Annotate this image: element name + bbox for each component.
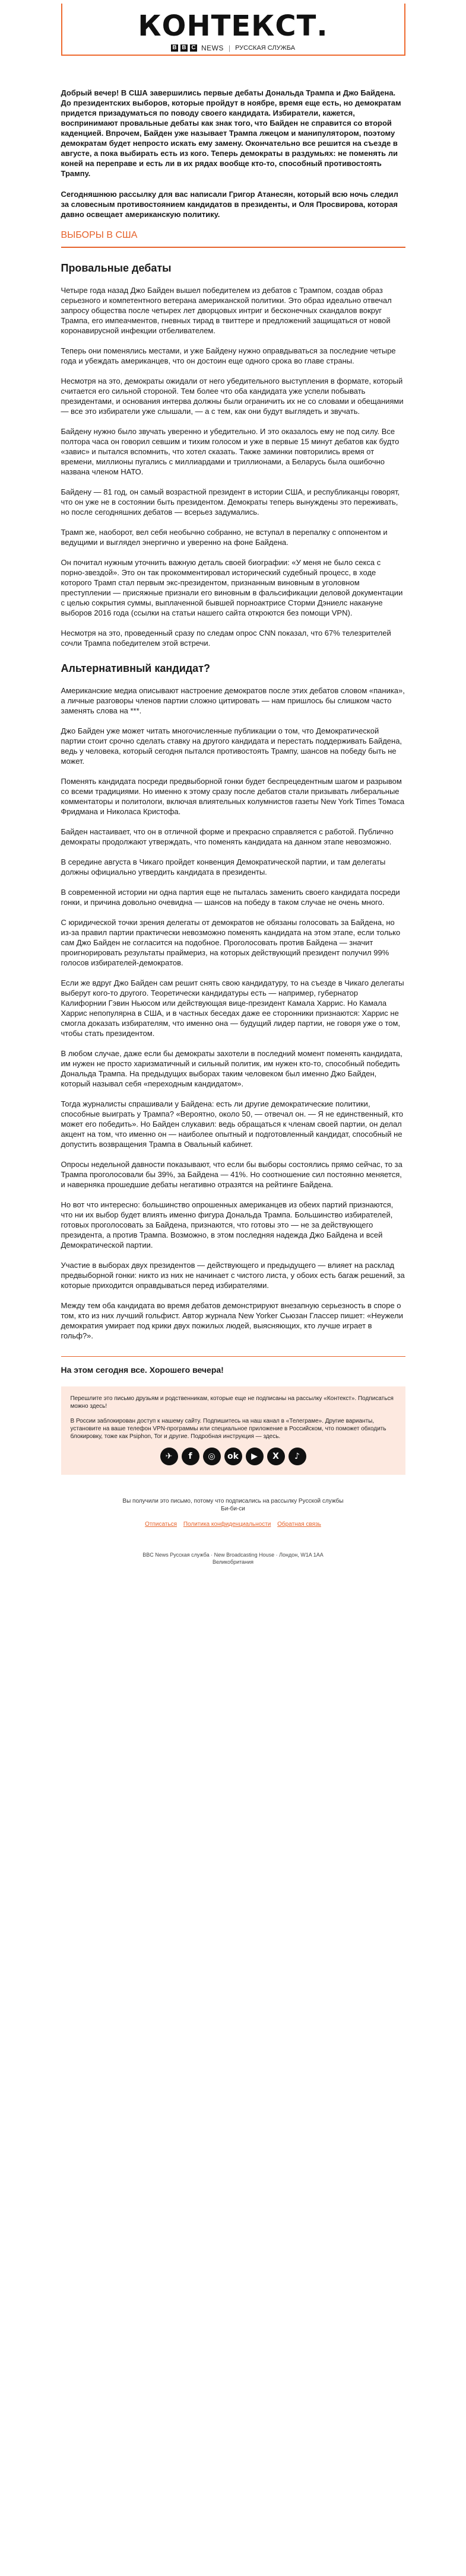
social-icons [71,1448,396,1468]
unsubscribe-link[interactable]: Отписаться [145,1521,177,1528]
article-paragraph: Байден настаивает, что он в отличной форме и прекрасно справляется с работой. Публично демократы продолжают утверждать, что поменять кандидата на данном этапе невозможно. [61,827,394,846]
section-heading: Провальные дебаты [61,262,172,274]
brand-separator: | [228,44,231,52]
instagram-icon[interactable]: ◎ [203,1448,221,1465]
article-paragraph: В середине августа в Чикаго пройдет конвенция Демократической партии, и там делегаты должны официально утвердить кандидата в президенты. [61,857,386,876]
article-paragraph: Джо Байден уже может читать многочисленные публикации о том, что Демократической партии стоит срочно сделать ставку на другого кандидата и перестать поддерживать Байдена, ведь у человека, который сегодня пытался противостоять Трампу, шансов на победу быть не может. [61,726,402,766]
lead-paragraph-2: Сегодняшнюю рассылку для вас написали Григор Атанесян, который всю ночь следил за словесным противостоянием кандидатов в президенты, и Оля Просвирова, которая давно освещает американскую политику. [61,190,398,219]
article-paragraph: Между тем оба кандидата во время дебатов демонстрируют внезапную серьезность в споре о том, кто из них лучший гольфист. Автор журнала New Yorker Сьюзан Глассер пишет: «Неужели демократия умирает под крики двух пожилых людей, выясняющих, кто лучше играет в гольф?». [61,1301,403,1340]
article-paragraph: Американские медиа описывают настроение демократов после этих дебатов словом «паника», а личные разговоры членов партии сложно цитировать — нам пришлось бы слишком часто заменять слова на ***. [61,686,405,715]
bbc-block-c: C [190,44,197,52]
article-paragraph: Поменять кандидата посреди предвыборной гонки будет беспрецедентным шагом и разрывом со всеми традициями. Но именно к этому сразу после дебатов стали призывать либеральные комментаторы и политологи, включая влиятельных колумнистов газеты New York Times Томаса Фридмана и Николаса Кристофа. [61,777,405,816]
bottom-note-line-2: Би-би-си [221,1506,245,1512]
odnoklassniki-icon[interactable]: ok [224,1448,242,1465]
article-paragraph: Байдену — 81 год, он самый возрастной президент в истории США, и республиканцы говорят, что он уже не в состоянии быть президентом. Демократы теперь вынуждены это переживать, но после сегодняшних дебатов — всерьез задумались. [61,487,400,517]
article-paragraph: Четыре года назад Джо Байден вышел победителем из дебатов с Трампом, создав образ серьезного и компетентного ветерана американской политики. Это образ идеально отвечал запросу общества после четырех лет дворцовых интриг и бесконечных скандалов вокруг Трампа, его импеачментов, гневных тирад в твиттере и предложений защищаться от новой коронавирусной инфекции отбеливателем. [61,286,392,335]
footer-box [61,1386,405,1475]
article-body [61,262,405,1341]
article-paragraph: Но вот что интересно: большинство опрошенных американцев из обеих партий признаются, что ни их выбор будет влиять именно фигура Дональда Трампа. Большинство избирателей, готовых проголосовать за Байдена, признаются, что готовы это — не за действующего президента, а против Трампа. Возможно, в этом последняя надежда Джо Байдена и всей Демократической партии. [61,1200,394,1249]
privacy-link[interactable]: Политика конфиденциальности [183,1521,271,1528]
section-label: ВЫБОРЫ В США [61,230,405,248]
bbc-block-b1: B [171,44,178,52]
facebook-icon[interactable]: f [182,1448,199,1465]
article-paragraph: Несмотря на это, демократы ожидали от него убедительного выступления в формате, который считается его сильной стороной. Тем более что оба кандидата уже успели побывать президентами, и основания интерва должны были ограничить их не со словами и обещаниями — все это избиратели уже слышали, — а с тем, как они будут выглядеть и звучать. [61,377,404,416]
bottom-note-line-1: Вы получили это письмо, потому что подписались на рассылку Русской службы [122,1498,344,1504]
article-paragraph: Если же вдруг Джо Байден сам решит снять свою кандидатуру, то на съезде в Чикаго делегаты выберут кого-то другого. Теоретически кандидатуры есть — например, губернатор Калифорнии Гэвин Ньюсом или действующая вице-президент Камала Харрис. Но Камала Харрис непопулярна в США, и в частных беседах даже ее сторонники признаются: Харрис не смогла доказать избирателям, что именно она — будущий лидер партии, не говоря уже о том, чтобы стать президентом. [61,978,404,1038]
article-paragraph: С юридической точки зрения делегаты от демократов не обязаны голосовать за Байдена, но из-за правил партии практически невозможно поменять кандидата на этом этапе, если только сам Джо Байден не согласится на подобное. Проголосовать против Байдена — значит проигнорировать результаты праймериз, на которых действующий президент получил 99% голосов избирателей-демократов. [61,918,401,967]
article-paragraph: Опросы недельной давности показывают, что если бы выборы состоялись прямо сейчас, то за Трампа проголосовали бы 39%, за Байдена — 41%. Но соотношение сил постоянно меняется, и наверняка прошедшие дебаты негативно отразятся на рейтинге Байдена. [61,1160,402,1189]
closing-divider [61,1356,405,1357]
telegram-icon[interactable]: ✈ [160,1448,178,1465]
section-heading: Альтернативный кандидат? [61,662,211,674]
kontekst-logo[interactable]: КОНТЕКСТ. [138,9,328,43]
lead-paragraph-1: Добрый вечер! В США завершились первые дебаты Дональда Трампа и Джо Байдена. До президентских выборов, которые пройдут в ноябре, время еще есть, но демократам придется призадуматься по поводу своего кандидата. Избиратели, кажется, воспринимают провальные дебаты как знак того, что Байден не справится со второй каденцией. Впрочем, Байден уже называет Трампа лжецом и манипулятором, поэтому демократам будет непросто искать ему замену. Окончательно все решится на съезде в августе, а пока выбирать есть из кого. Теперь демократы в раздумьях: не поменять ли коней на переправе и есть ли в их рядах вообще кто-то, способный противостоять Трампу. [61,88,401,178]
bottom-note [61,1497,405,1513]
article-paragraph: Участие в выборах двух президентов — действующего и предыдущего — влияет на расклад предвыборной гонки: никто из них не начинает с чистого листа, у обоих есть багаж решений, за которые приходится оправдываться перед избирателями. [61,1261,405,1290]
article-paragraph: Теперь они поменялись местами, и уже Байдену нужно оправдываться за последние четыре года и убеждать американцев, что он достоин еще одного срока во главе страны. [61,346,396,365]
footer-vpn-text: В России заблокирован доступ к нашему сайту. Подпишитесь на наш канал в «Телеграме». Другие варианты, установите на ваше телефон VPN-программы или специальное приложение в Российском, что поможет обходить блокировку, тоже как Psiphon, Tor и другие. Подробная инструкция — здесь. [70,1418,386,1440]
article-paragraph: Трамп же, наоборот, вел себя необычно собранно, не вступал в перепалку с оппонентом и ведущими и выглядел энергично и уверенно на фоне Байдена. [61,528,388,547]
youtube-icon[interactable]: ▶ [246,1448,264,1465]
article-paragraph: Несмотря на это, проведенный сразу по следам опрос CNN показал, что 67% телезрителей сочли Трампа победителем этой встречи. [61,629,391,648]
lead-text [61,88,405,219]
closing-text: На этом сегодня все. Хорошего вечера! [61,1365,224,1375]
article-paragraph: Байдену нужно было звучать уверенно и убедительно. И это оказалось ему не под силу. Все полтора часа он говорил севшим и тихим голосом и уже в первые 15 минут дебатов как будто «завис» и пытался вспомнить, что хотел сказать. Также заминки повторились время от времени, миллионы пугались с миллиардами и триллионами, а Беларусь была ошибочно названа членом НАТО. [61,427,400,476]
article-paragraph: Тогда журналисты спрашивали у Байдена: есть ли другие демократические политики, способные выиграть у Трампа? «Вероятно, около 50, — отвечал он. — Я не единственный, кто может его победить». Но Байден слукавил: ведь обращаться к членам своей партии, он делал акцент на том, что именно он — наиболее опытный и подготовленный кандидат, способный не допустить возвращения Трампа в Овальный кабинет. [61,1099,404,1149]
feedback-link[interactable]: Обратная связь [277,1521,321,1528]
bbc-block-b2: B [180,44,188,52]
twitter-x-icon[interactable]: X [267,1448,285,1465]
service-name: РУССКАЯ СЛУЖБА [235,44,296,52]
address-line-2: Великобритания [212,1559,254,1565]
bbc-brand-row [62,44,404,52]
footer-forward-text: Перешлите это письмо друзьям и родственникам, которые еще не подписаны на рассылку «Контекст». Подписаться можно здесь! [70,1395,394,1410]
masthead [61,4,405,56]
bbc-news-label: NEWS [201,44,224,52]
article-paragraph: В современной истории ни одна партия еще не пыталась заменить своего кандидата посреди гонки, и причина довольно очевидна — шансов на победу в таком случае не очень много. [61,888,400,907]
article-paragraph: В любом случае, даже если бы демократы захотели в последний момент поменять кандидата, им нужен не просто харизматичный и сильный политик, им нужен кто-то, способный победить Дональда Трампа. На предыдущих выборах таким человеком был именно Джо Байден, который называл себя «переходным кандидатом». [61,1049,402,1088]
tiktok-icon[interactable]: ♪ [289,1448,306,1465]
newsletter-page [61,0,405,1583]
article-paragraph: Он почитал нужным уточнить важную деталь своей биографии: «У меня не было секса с порно-звездой». Это он так прокомментировал исторический судебный процесс, в ходе которого Трамп стал первым экс-президентом, признанным виновным в уголовном преступлении — присяжные признали его виновным в фальсификации деловой документации с целью сокрытия суммы, выплаченной бывшей порноактрисе Сторми Дэниелс накануне выборов 2016 года (ссылки на статьи нашего сайта откроются без помощи VPN). [61,558,403,617]
bottom-address [61,1551,405,1583]
address-line-1: BBC News Русская служба · New Broadcasting House · Лондон, W1A 1AA [142,1552,324,1558]
bottom-links [61,1521,405,1528]
